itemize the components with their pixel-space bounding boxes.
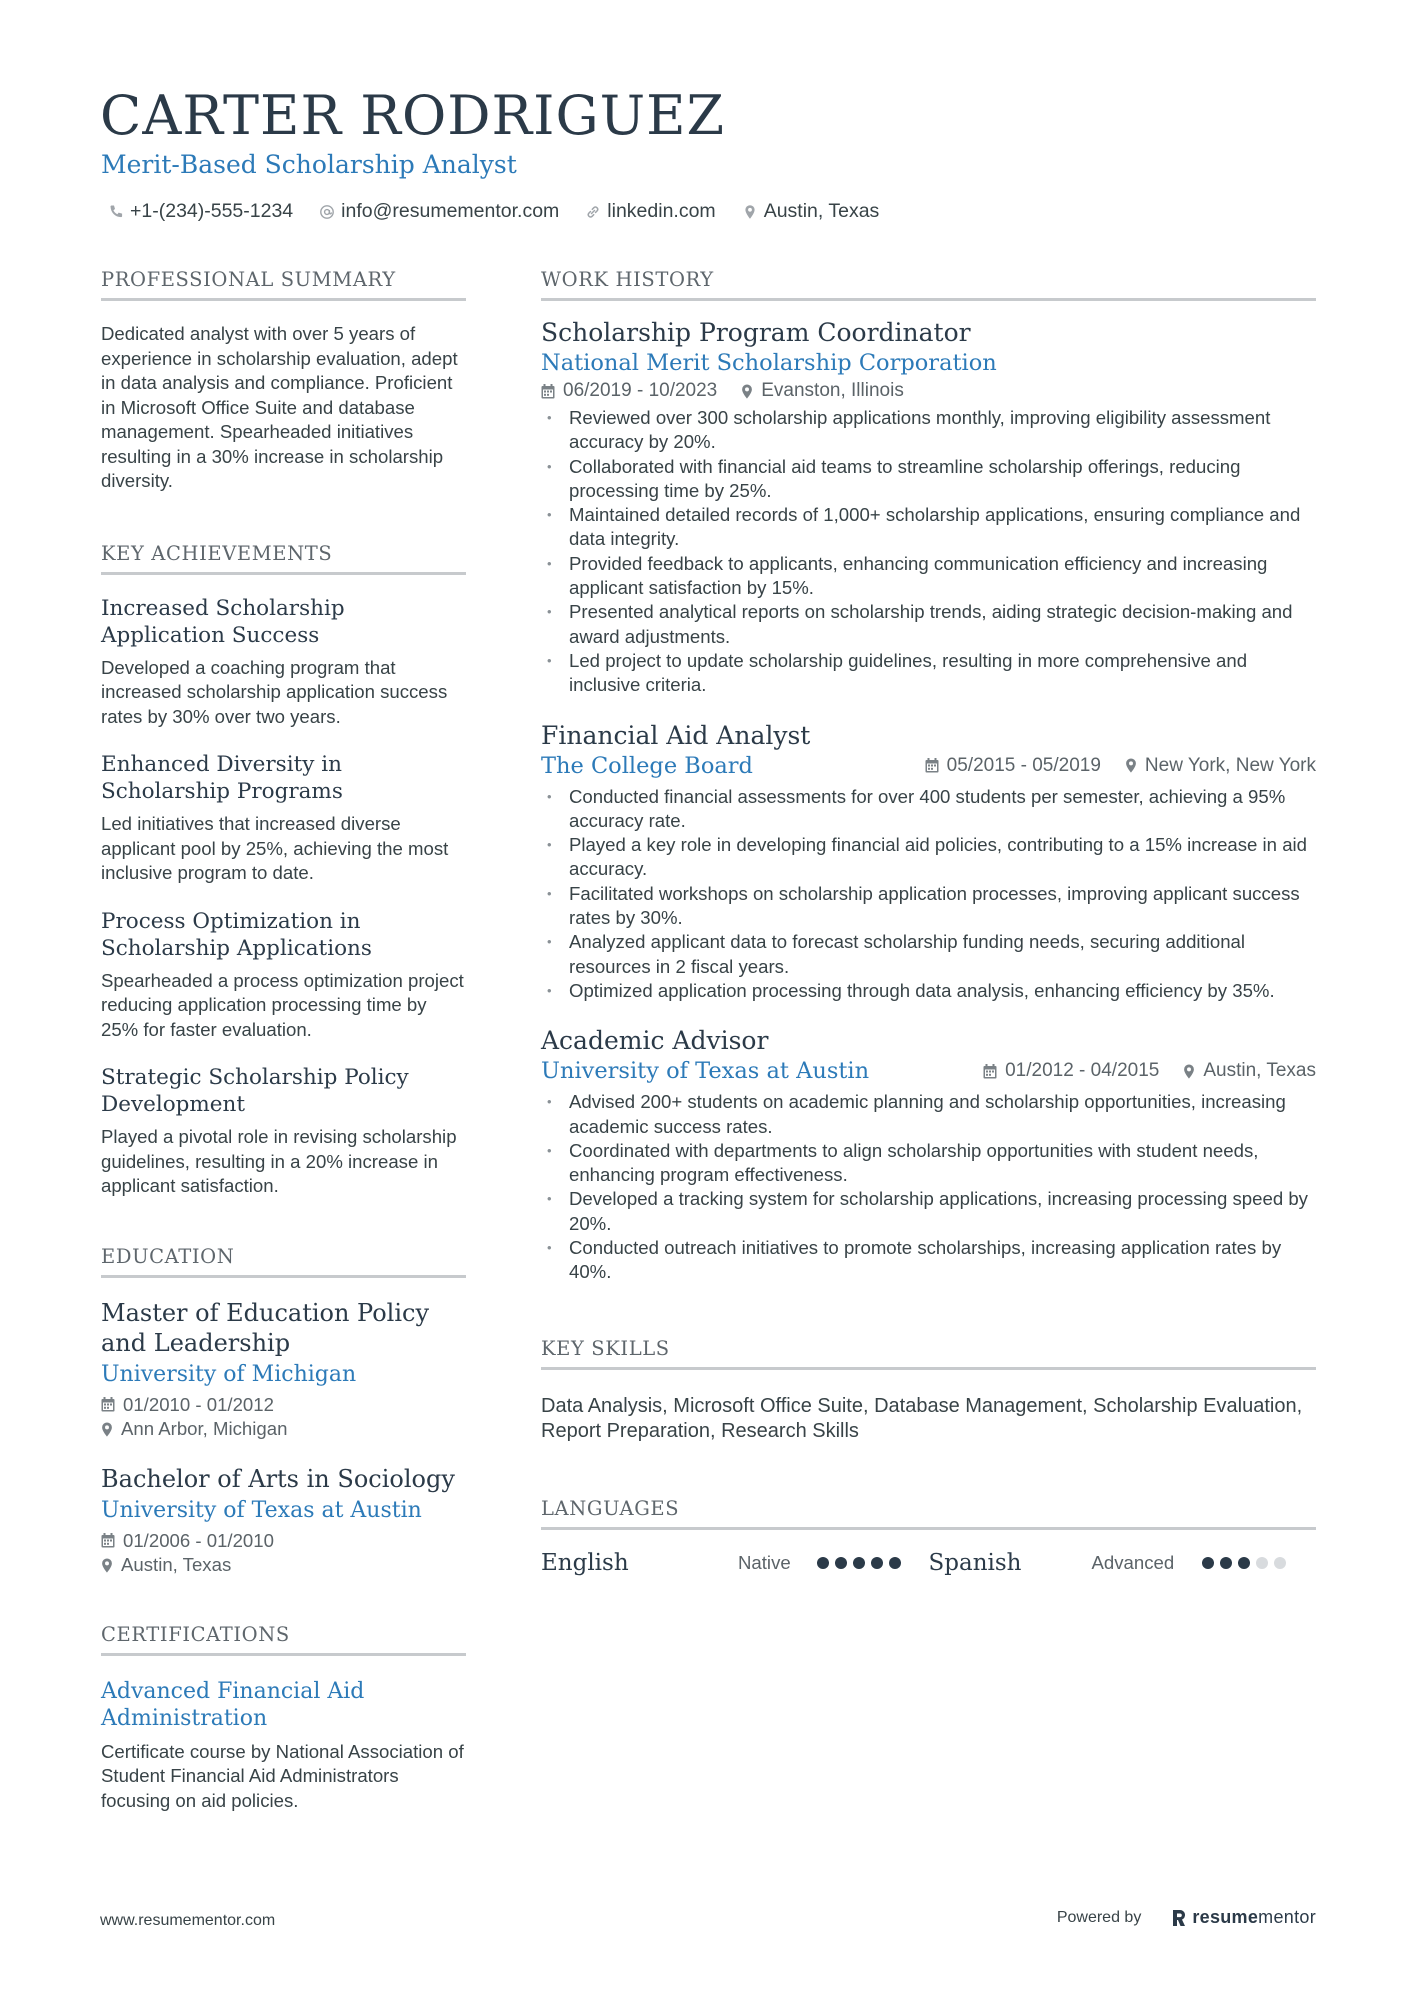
school-name: University of Michigan — [101, 1361, 357, 1387]
language-level: Native — [738, 1551, 791, 1573]
job-meta — [541, 380, 1316, 402]
rating-dot-filled — [1220, 1557, 1232, 1569]
job-item — [541, 720, 1316, 1004]
footer-website[interactable]: www.resumementor.com — [100, 1912, 276, 1929]
achievement-text: Played a pivotal role in revising scholarship guidelines, resulting in a 20% increase in applicant satisfaction. — [101, 1126, 457, 1196]
brand-name-b: mentor — [1258, 1907, 1316, 1927]
calendar-icon — [983, 1064, 997, 1079]
job-dates — [925, 755, 1101, 777]
education-item — [101, 1298, 466, 1442]
location-text: Austin, Texas — [121, 1554, 232, 1575]
list-item: • Conducted outreach initiatives to promote scholarships, increasing application rates by 40%. — [541, 1236, 1316, 1285]
rating-dot-filled — [1202, 1557, 1214, 1569]
job-meta — [925, 755, 1316, 777]
list-item: • Presented analytical reports on scholarship trends, aiding strategic decision-making and award adjustments. — [541, 600, 1316, 649]
achievement-text: Spearheaded a process optimization project reducing application processing time by 25% for faster evaluation. — [101, 969, 464, 1040]
education-section — [101, 1245, 466, 1578]
work-history-section — [541, 268, 1316, 1285]
job-meta — [983, 1060, 1316, 1082]
list-item: • Developed a tracking system for scholarship applications, increasing processing speed by 20%. — [541, 1187, 1316, 1236]
list-item: • Facilitated workshops on scholarship application processes, improving applicant success rates by 30%. — [541, 882, 1316, 931]
achievement-title: Increased Scholarship Application Success — [101, 595, 345, 648]
certification-title: Advanced Financial Aid Administration — [101, 1678, 365, 1731]
education-dates — [101, 1529, 466, 1554]
section-title: KEY ACHIEVEMENTS — [101, 542, 466, 575]
section-title: EDUCATION — [101, 1245, 466, 1278]
language-level: Advanced — [1091, 1551, 1175, 1573]
achievement-text: Led initiatives that increased diverse applicant pool by 25%, achieving the most inclusive program to date. — [101, 813, 449, 883]
rating-dot-filled — [871, 1557, 883, 1569]
job-bullets — [541, 1090, 1316, 1284]
list-item: • Advised 200+ students on academic planning and scholarship opportunities, increasing academic success rates. — [541, 1090, 1316, 1139]
certification-item — [101, 1678, 466, 1814]
job-role: Scholarship Program Coordinator — [541, 318, 971, 347]
list-item: • Led project to update scholarship guidelines, resulting in more comprehensive and inclusive criteria. — [541, 649, 1316, 698]
location-pin-icon — [741, 384, 753, 399]
dates-text: 01/2012 - 04/2015 — [1005, 1060, 1160, 1082]
location-pin-icon — [101, 1422, 113, 1437]
brand-name-a: resume — [1192, 1907, 1259, 1927]
education-location — [101, 1553, 466, 1578]
resumementor-logo-icon — [1171, 1909, 1187, 1927]
location-text: New York, New York — [1144, 754, 1316, 776]
section-title: WORK HISTORY — [541, 268, 1316, 301]
achievement-title: Strategic Scholarship Policy Development — [101, 1065, 409, 1117]
rating-dot-empty — [1256, 1557, 1268, 1569]
certification-text: Certificate course by National Association of Student Financial Aid Administrators focusing on aid policies. — [101, 1740, 464, 1811]
section-title: KEY SKILLS — [541, 1337, 1316, 1370]
job-bullets — [541, 406, 1316, 698]
language-item — [541, 1550, 929, 1576]
job-company: National Merit Scholarship Corporation — [541, 350, 997, 376]
powered-by-label: Powered by — [1056, 1908, 1142, 1926]
left-column — [101, 268, 466, 1813]
location-pin-icon — [1183, 1064, 1195, 1079]
education-location — [101, 1417, 466, 1442]
contact-bar — [108, 200, 879, 223]
rating-dot-filled — [853, 1557, 865, 1569]
footer-powered-by — [1057, 1907, 1316, 1928]
job-dates — [983, 1060, 1159, 1082]
list-item: • Collaborated with financial aid teams to streamline scholarship offerings, reducing processing time by 25%. — [541, 455, 1316, 504]
job-role: Academic Advisor — [541, 1026, 769, 1056]
achievement-title: Process Optimization in Scholarship Applications — [101, 908, 372, 961]
calendar-icon — [925, 758, 939, 773]
achievement-item — [101, 1064, 466, 1199]
job-company-row — [541, 753, 1316, 779]
language-item — [929, 1550, 1317, 1576]
achievement-title: Enhanced Diversity in Scholarship Programs — [101, 752, 343, 804]
section-title: PROFESSIONAL SUMMARY — [101, 268, 466, 301]
location-pin-icon — [742, 204, 758, 220]
rating-dot-empty — [1274, 1557, 1286, 1569]
link-icon — [585, 204, 601, 220]
skills-text: Data Analysis, Microsoft Office Suite, Database Management, Scholarship Evaluation, Report Preparation, Research Skills — [541, 1394, 1303, 1442]
school-name: University of Texas at Austin — [101, 1497, 422, 1523]
dates-text: 05/2015 - 05/2019 — [946, 754, 1101, 776]
degree-title: Bachelor of Arts in Sociology — [101, 1464, 455, 1493]
list-item: • Provided feedback to applicants, enhancing communication efficiency and increasing applicant satisfaction by 15%. — [541, 552, 1316, 601]
section-title: LANGUAGES — [541, 1497, 1316, 1530]
job-role: Financial Aid Analyst — [541, 720, 811, 750]
at-icon — [319, 204, 335, 220]
location-pin-icon — [101, 1558, 113, 1573]
achievement-text: Developed a coaching program that increased scholarship application success rates by 30% over two years. — [101, 656, 448, 727]
language-name: English — [541, 1549, 629, 1576]
phone-text: +1-(234)-555-1234 — [130, 200, 294, 222]
calendar-icon — [541, 384, 555, 399]
phone-icon — [108, 204, 124, 220]
achievement-item — [101, 908, 466, 1043]
education-dates — [101, 1393, 466, 1418]
job-bullets — [541, 785, 1316, 1004]
rating-dot-filled — [889, 1557, 901, 1569]
list-item: • Optimized application processing through data analysis, enhancing efficiency by 35%. — [541, 979, 1316, 1003]
contact-phone[interactable] — [108, 200, 293, 223]
rating-dot-filled — [817, 1557, 829, 1569]
achievement-item — [101, 751, 466, 886]
job-location — [741, 380, 904, 402]
job-company-row — [541, 1058, 1316, 1084]
candidate-name: CARTER RODRIGUEZ — [100, 84, 726, 147]
location-text: Ann Arbor, Michigan — [121, 1418, 288, 1439]
summary-text: Dedicated analyst with over 5 years of experience in scholarship evaluation, adept in data analysis and compliance. Proficient in Microsoft Office Suite and database management. Spearheaded initiatives resulting in a 30% increase in scholarship diversity. — [101, 323, 458, 491]
language-name: Spanish — [928, 1549, 1022, 1576]
degree-title: Master of Education Policy and Leadership — [101, 1298, 430, 1357]
right-column — [541, 268, 1316, 1576]
email-text: info@resumementor.com — [341, 200, 560, 222]
job-company: The College Board — [541, 752, 753, 779]
contact-email[interactable] — [319, 200, 559, 223]
list-item: • Played a key role in developing financial aid policies, contributing to a 15% increase in aid accuracy. — [541, 833, 1316, 882]
certifications-section — [101, 1623, 466, 1814]
calendar-icon — [101, 1397, 115, 1412]
job-location — [1125, 755, 1316, 777]
section-title: CERTIFICATIONS — [101, 1623, 466, 1656]
list-item: • Analyzed applicant data to forecast scholarship funding needs, securing additional resources in 2 fiscal years. — [541, 930, 1316, 979]
professional-summary-section — [101, 268, 466, 494]
contact-location — [742, 200, 880, 223]
location-text: Austin, Texas — [763, 200, 880, 222]
brand-logo[interactable] — [1171, 1907, 1316, 1928]
list-item: • Maintained detailed records of 1,000+ scholarship applications, ensuring compliance and data integrity. — [541, 503, 1316, 552]
candidate-title: Merit-Based Scholarship Analyst — [101, 150, 517, 179]
list-item: • Conducted financial assessments for over 400 students per semester, achieving a 95% accuracy rate. — [541, 785, 1316, 834]
languages-section — [541, 1497, 1316, 1576]
key-skills-section — [541, 1337, 1316, 1444]
education-item — [101, 1464, 466, 1578]
job-dates — [541, 380, 717, 402]
job-item — [541, 317, 1316, 698]
job-item — [541, 1025, 1316, 1284]
linkedin-text: linkedin.com — [607, 200, 716, 222]
job-location — [1183, 1060, 1316, 1082]
location-text: Austin, Texas — [1203, 1060, 1316, 1082]
dates-text: 06/2019 - 10/2023 — [563, 380, 718, 401]
language-rating — [1202, 1557, 1286, 1569]
dates-text: 01/2010 - 01/2012 — [123, 1393, 274, 1415]
language-rating — [817, 1557, 901, 1569]
calendar-icon — [101, 1533, 115, 1548]
contact-linkedin[interactable] — [585, 200, 715, 223]
key-achievements-section — [101, 542, 466, 1199]
location-text: Evanston, Illinois — [761, 380, 904, 401]
rating-dot-filled — [1238, 1557, 1250, 1569]
achievement-item — [101, 595, 466, 730]
job-company: University of Texas at Austin — [541, 1058, 870, 1085]
list-item: • Coordinated with departments to align scholarship opportunities with student needs, enhancing program effectiveness. — [541, 1139, 1316, 1188]
rating-dot-filled — [835, 1557, 847, 1569]
location-pin-icon — [1125, 758, 1137, 773]
dates-text: 01/2006 - 01/2010 — [123, 1529, 274, 1551]
languages-row — [541, 1550, 1316, 1576]
list-item: • Reviewed over 300 scholarship applications monthly, improving eligibility assessment accuracy by 20%. — [541, 406, 1316, 455]
